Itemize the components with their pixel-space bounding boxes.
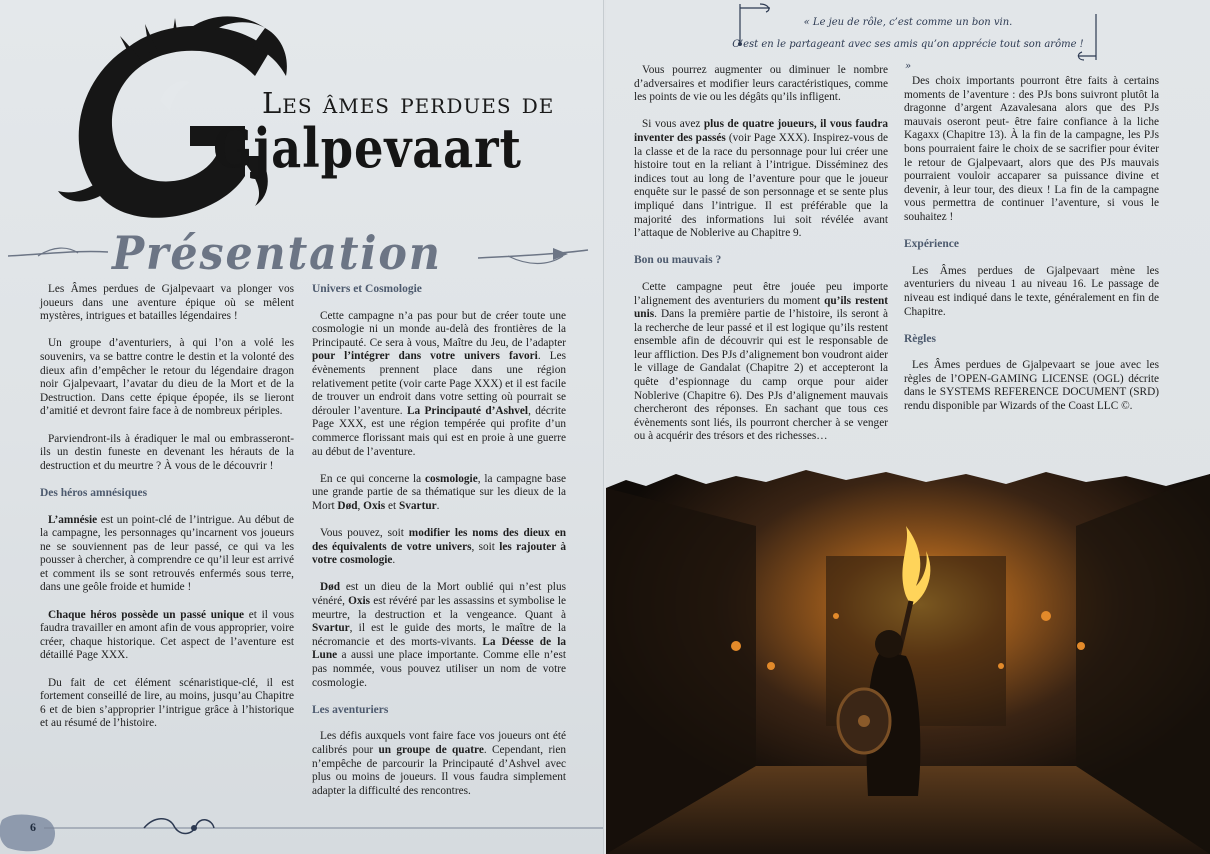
text: . [392, 554, 396, 567]
bold-text: plus de quatre joueurs, il vous faudra inventer des passés [634, 118, 888, 144]
text: , [357, 499, 364, 512]
heading-univers-cosmologie: Univers et Cosmologie [312, 283, 422, 295]
paragraph: Les Âmes perdues de Gjalpevaart va plonger vos joueurs dans une aventure épique où se mêlent mystères, intrigues et batailles légendaires ! [40, 283, 294, 323]
paragraph: Vous pourrez augmenter ou diminuer le nombre d’adversaires et modifier leurs caractéristiques, comme les points de vie ou les dégâts qu’ils infligent. [634, 64, 888, 104]
bold-text: Død [320, 581, 341, 594]
heading-regles: Règles [904, 332, 936, 345]
text: . Dans la première partie de l’histoire, ils seront à la recherche de leur passé et il est logique qu’ils restent ensemble afin de découvrir qui est le responsable de leur affliction. Des PJs d’alignement bon voudront aider le village de Gandalat (Chapitre 2) et accepteront la quête d’espionnage du camp orque pour aider Noblerive (Chapitre 6). Des PJs d’alignement mauvais chercheront des réponses. En sachant que tous ces évènements sont liés, ils pourront chercher à se venger ou à acquérir des trésors et des richesses… [634, 308, 888, 443]
paragraph [312, 473, 566, 514]
text: . Les évènements prennent place dans une région relativement petite (voir carte Page XXX) et il est facile de trouver un endroit dans votre setting où pourrait se dérouler l’aventure. [312, 350, 567, 417]
text: Cette campagne peut être jouée peu importe l’alignement des aventuriers du moment [634, 280, 888, 307]
text: Cette campagne n’a pas pour but de créer toute une cosmologie ni un monde au-delà des frontières de la Principauté. Ce sera à vous, Maître du Jeu, de l’adapter [312, 309, 566, 349]
bold-text: un groupe de quatre [378, 744, 484, 756]
paragraph [312, 527, 566, 568]
text: , décrite Page XXX, est une région tempérée qui profite d’un commerce florissant mais qui est en proie à une guerre au début de l’aventure. [312, 404, 566, 458]
heading-heros-amnesiques: Des héros amnésiques [40, 486, 148, 499]
bold-text: La Principauté d’Ashvel [406, 404, 529, 417]
text: a aussi une place importante. Comme elle n’est pas nommée, vous pouvez utiliser un nom de votre cosmologie. [312, 649, 566, 689]
bold-text: Chaque héros possède un passé unique [48, 608, 245, 621]
paragraph: Du fait de cet élément scénaristique-clé, il est fortement conseillé de lire, au moins, jusqu’au Chapitre 6 et de bien s’approprier l’intrigue grâce à l’historique et au résumé de l’histoire. [40, 676, 294, 730]
text: et [385, 499, 399, 512]
paragraph [312, 730, 566, 798]
text: est révéré par les assassins et symbolise le meurtre, la destruction et la vengeance. Quant à [312, 595, 567, 621]
paragraph: Un groupe d’aventuriers, à qui l’on a volé les souvenirs, va se battre contre le destin et la volonté des dieux afin d’empêcher le retour du légendaire dragon noir Gjalpevaart, l’avatar du dieu de la Mort et de la Destruction. Dans cette épique épopée, ils se lieront d’amitié et devront faire face à de nombreux périples. [40, 337, 294, 418]
paragraph: Des choix importants pourront être faits à certains moments de l’aventure : des PJs bons suivront plutôt la dragonne d’argent Azavalesana alors que des PJs mauvais oseront peut- être faire confiance à la liche Kagaxx (Chapitre 13). À la fin de la campagne, les PJs bons pourraient faire le choix de se sacrifier pour éviter le retour de Gjalpevaart, alors que des PJs mauvais pourraient vouloir accaparer sa puissance divine et devenir, à leur tour, des dieux ! La fin de la campagne vous permettra de continuer l’aventure, si vous le souhaitez ! [904, 75, 1159, 223]
bold-text: L’amnésie [48, 513, 98, 526]
column-right-1 [634, 64, 888, 458]
bold-text: les rajouter à votre cosmologie [312, 540, 566, 567]
text: est un dieu de la Mort oublié qui n’est plus vénéré, [312, 581, 566, 608]
text: , soit [471, 540, 500, 553]
paragraph [312, 581, 566, 690]
title-main: Gjalpevaart [213, 116, 522, 180]
quote-line-2: C’est en le partageant avec ses amis qu’on apprécie tout son arôme ! » [732, 39, 1084, 72]
column-left-2 [312, 283, 566, 812]
column-right-2 [904, 75, 1159, 427]
section-title: Présentation [112, 226, 442, 280]
text: Les défis auxquels vont faire face vos joueurs ont été calibrés pour [312, 730, 566, 756]
bold-text: cosmologie [425, 472, 478, 485]
text: est un point-clé de l’intrigue. Au début de la campagne, les personnages qu’incarnent vos joueurs ne se souviennent pas de leur passé, ce qui va les pousser à chercher, à comprendre ce qu’il leur est arrivé et comment ils se sont retrouvés enfermés sous terre, dans une geôle froide et humide ! [40, 513, 294, 594]
bold-text: Oxis [363, 499, 386, 512]
bold-text: Død [337, 499, 358, 512]
paragraph [634, 281, 888, 444]
knight-torch-illustration [606, 466, 1210, 854]
paragraph [40, 609, 294, 663]
quote-line-1: « Le jeu de rôle, c’est comme un bon vin. [803, 17, 1013, 28]
bold-text: La Déesse de la Lune [312, 635, 567, 662]
text: (voir Page XXX). Inspirez-vous de la classe et de la race du personnage pour lui créer une histoire tout en la reliant à l’intrigue. Disséminez des indices tout au long de l’aventure pour que le joueur enquête sur le passé de son personnage et se sente plus impliqué dans l’intrigue. Il est préférable que la majorité des informations lui soit révélée avant l’attaque de Noblerive au Chapitre 9. [634, 131, 888, 240]
heading-experience: Expérience [904, 238, 959, 251]
text: En ce qui concerne la [320, 472, 425, 485]
text: et il vous faudra travailler en amont afin de vous approprier, voire créer, chaque historique. Cet aspect de l’aventure est détaillé Page XXX. [40, 608, 294, 662]
heading-bon-ou-mauvais: Bon ou mauvais ? [634, 254, 722, 267]
bold-text: Oxis [348, 595, 371, 608]
footer-ornament [44, 811, 604, 841]
bold-text: Svartur [398, 499, 437, 512]
bold-text: modifier les noms des dieux en des équivalents de votre univers [312, 527, 566, 553]
left-page [0, 0, 604, 854]
text: , il est le guide des morts, le maître de la nécromancie et des morts-vivants. [312, 622, 566, 648]
bold-text: Svartur [312, 622, 350, 635]
bold-text: qu’ils restent unis [634, 294, 889, 321]
paragraph: Parviendront-ils à éradiquer le mal ou embrasseront-ils un destin funeste en devenant les hérauts de la destruction et du meurtre ? À vous de le découvrir ! [40, 432, 294, 472]
paragraph: Les Âmes perdues de Gjalpevaart mène les aventuriers du niveau 1 au niveau 16. Le passage de niveau est indiqué dans le texte, généralement en fin de Chapitre. [904, 264, 1159, 318]
paragraph [40, 514, 294, 596]
text: Vous pouvez, soit [320, 527, 409, 540]
paragraph [312, 310, 566, 460]
title-subtitle: Les âmes perdues de [262, 86, 555, 120]
text: , la campagne base une grande partie de sa thématique sur les dieux de la Mort [312, 472, 566, 512]
text: . [436, 499, 440, 512]
page-number: 6 [30, 820, 36, 834]
bold-text: pour l’intégrer dans votre univers favori [312, 350, 538, 363]
text: . Cependant, rien n’empêche de parcourir la Principauté d’Ashvel avec plus ou moins de joueurs. Il vous faudra simplement adapter la difficulté des rencontres. [312, 744, 567, 797]
paragraph [634, 118, 888, 240]
heading-aventuriers: Les aventuriers [312, 703, 389, 716]
column-left-1 [40, 283, 294, 745]
text: Si vous avez [642, 118, 704, 131]
paragraph: Les Âmes perdues de Gjalpevaart se joue avec les règles de l’OPEN-GAMING LICENSE (OGL) décrite dans le SYSTEMS REFERENCE DOCUMENT (SRD) rendu disponible par Wizards of the Coast LLC ©. [904, 359, 1159, 413]
